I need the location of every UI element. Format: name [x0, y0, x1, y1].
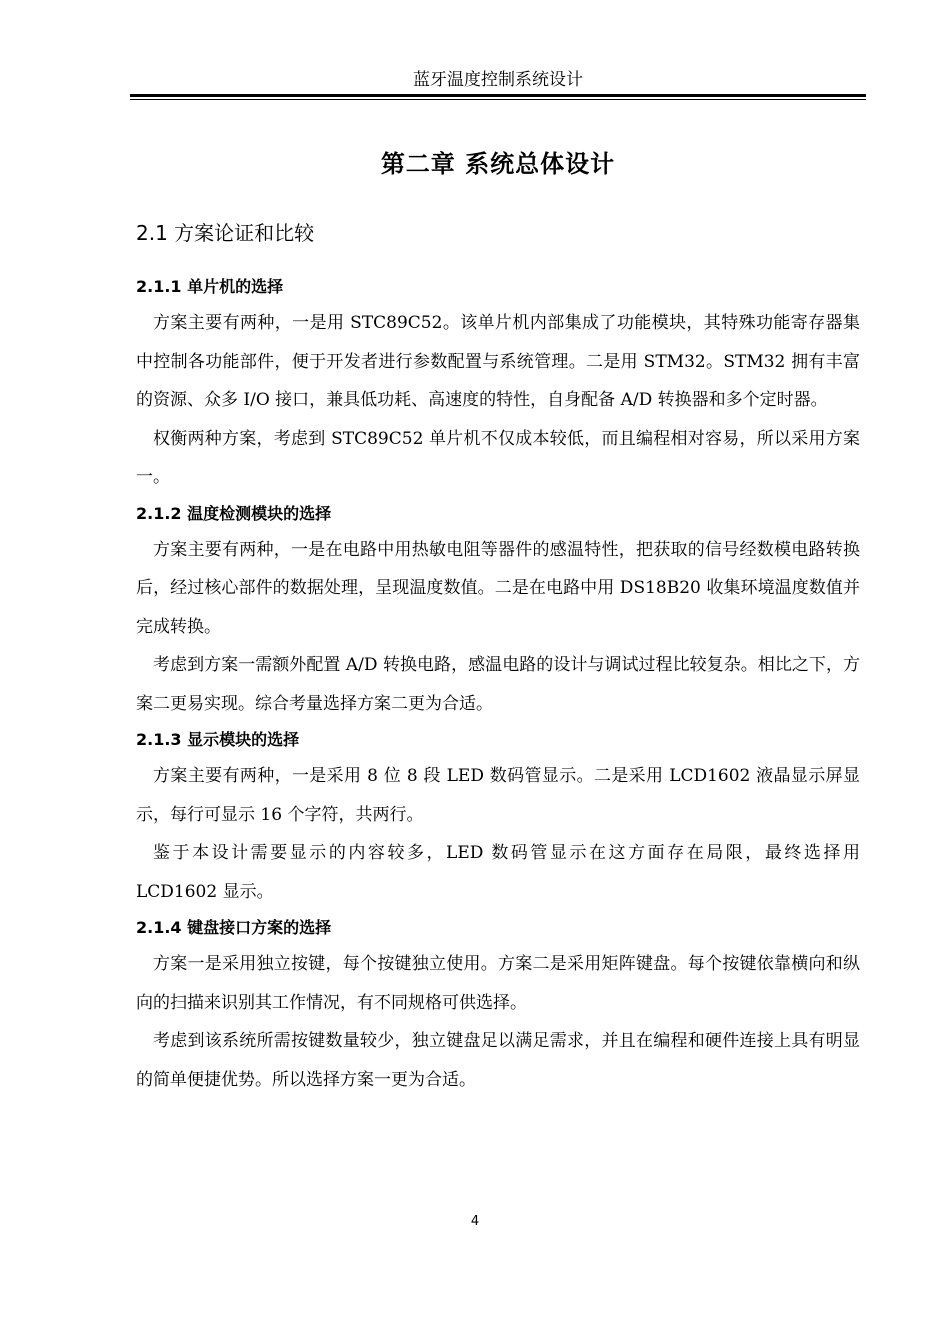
paragraph: 权衡两种方案，考虑到 STC89C52 单片机不仅成本较低，而且编程相对容易，所以采用方案一。	[136, 428, 860, 487]
body-text	[136, 270, 860, 1099]
paragraph: 方案主要有两种，一是用 STC89C52。该单片机内部集成了功能模块，其特殊功能寄存器集中控制各功能部件，便于开发者进行参数配置与系统管理。二是用 STM32。STM32 拥有丰富的资源、众多 I/O 接口，兼具低功耗、高速度的特性，自身配备 A/D 转换器和多个定时器。	[136, 313, 860, 410]
paragraph: 鉴于本设计需要显示的内容较多，LED 数码管显示在这方面存在局限，最终选择用 LCD1602 显示。	[136, 843, 860, 902]
section-title: 2.1 方案论证和比较	[136, 221, 315, 245]
paragraph: 方案主要有两种，一是在电路中用热敏电阻等器件的感温特性，把获取的信号经数模电路转换后，经过核心部件的数据处理，呈现温度数值。二是在电路中用 DS18B20 收集环境温度数值并完成转换。	[136, 539, 860, 637]
running-header: 蓝牙温度控制系统设计	[413, 70, 583, 90]
subsection-title-2-1-4: 2.1.4 键盘接口方案的选择	[136, 918, 332, 937]
paragraph: 方案主要有两种，一是采用 8 位 8 段 LED 数码管显示。二是采用 LCD1602 液晶显示屏显示，每行可显示 16 个字符，共两行。	[136, 766, 860, 825]
subsection-title-2-1-2: 2.1.2 温度检测模块的选择	[136, 503, 332, 523]
subsection-title-2-1-3: 2.1.3 显示模块的选择	[136, 730, 300, 749]
paragraph: 方案一是采用独立按键，每个按键独立使用。方案二是采用矩阵键盘。每个按键依靠横向和纵向的扫描来识别其工作情况，有不同规格可供选择。	[136, 954, 860, 1013]
header-rule-thin	[130, 99, 866, 100]
subsection-title-2-1-1: 2.1.1 单片机的选择	[136, 277, 284, 296]
chapter-title: 第二章 系统总体设计	[380, 150, 616, 178]
header-rule-thick	[130, 94, 866, 97]
paragraph: 考虑到该系统所需按键数量较少，独立键盘足以满足需求，并且在编程和硬件连接上具有明显的简单便捷优势。所以选择方案一更为合适。	[136, 1031, 860, 1090]
paragraph: 考虑到方案一需额外配置 A/D 转换电路，感温电路的设计与调试过程比较复杂。相比之下，方案二更易实现。综合考量选择方案二更为合适。	[136, 655, 860, 714]
page-number: 4	[470, 1214, 480, 1229]
